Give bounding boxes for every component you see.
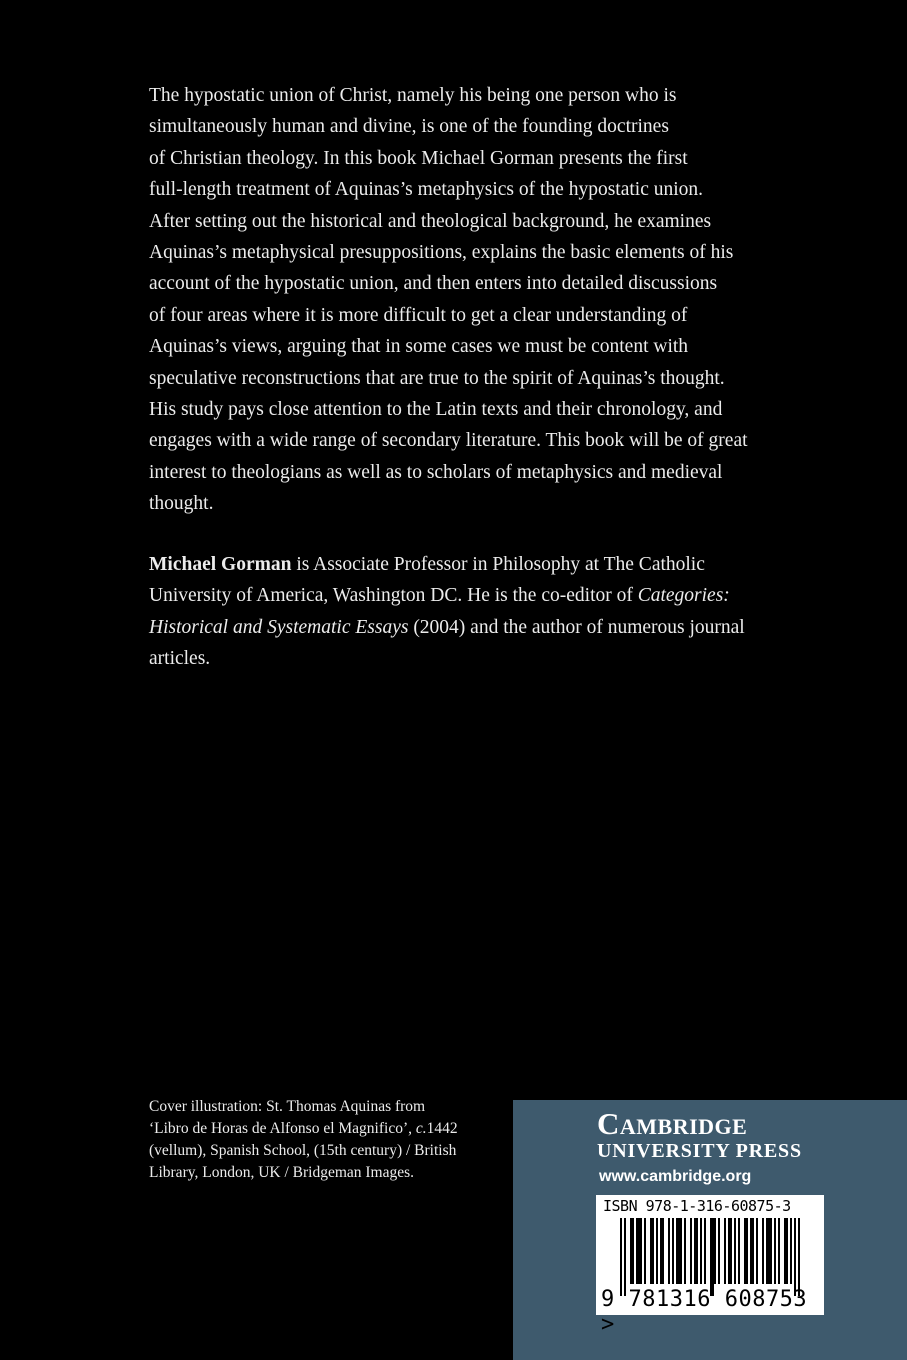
barcode-bar <box>672 1218 674 1284</box>
barcode-bars <box>620 1218 800 1296</box>
barcode-bar <box>678 1218 680 1284</box>
description-line: simultaneously human and divine, is one of the founding doctrines <box>149 116 669 138</box>
barcode-bar <box>630 1218 632 1284</box>
description-line: speculative reconstructions that are true to the spirit of Aquinas’s thought. <box>149 367 725 389</box>
description-line: of Christian theology. In this book Michael Gorman presents the first <box>149 147 688 169</box>
barcode-bar <box>766 1218 768 1284</box>
barcode-bar <box>774 1218 776 1284</box>
barcode-bar <box>744 1218 746 1284</box>
caption-text: ‘Libro de Horas de Alfonso el Magnifico’, <box>149 1120 416 1137</box>
description-line: His study pays close attention to the Latin texts and their chronology, and <box>149 399 723 421</box>
barcode-bar <box>636 1218 638 1284</box>
barcode-bar <box>724 1218 726 1284</box>
description-line: The hypostatic union of Christ, namely his being one person who is <box>149 85 677 106</box>
description-line: account of the hypostatic union, and then enters into detailed discussions <box>149 273 718 295</box>
isbn-label: ISBN 978-1-316-60875-3 <box>603 1197 791 1215</box>
publisher-panel <box>513 1100 907 1360</box>
barcode-bar <box>762 1218 764 1284</box>
publisher-logo: Cambridge <box>597 1106 748 1141</box>
book-description <box>149 80 869 520</box>
barcode-bar <box>770 1218 772 1284</box>
barcode-bar <box>632 1218 634 1284</box>
barcode-bar <box>620 1218 622 1296</box>
barcode-bar <box>778 1218 780 1284</box>
publisher-url: www.cambridge.org <box>599 1168 752 1185</box>
barcode-bar <box>684 1218 686 1284</box>
barcode-bar <box>624 1218 626 1296</box>
caption-line: Library, London, UK / Bridgeman Images. <box>149 1164 415 1181</box>
book-title: Categories: <box>637 585 730 607</box>
barcode-bar <box>714 1218 716 1284</box>
barcode-bar <box>794 1218 796 1296</box>
barcode-bar <box>660 1218 662 1284</box>
description-line: Aquinas’s metaphysical presuppositions, explains the basic elements of his <box>149 242 734 264</box>
barcode-bar <box>650 1218 652 1284</box>
bio-text: is Associate Professor in Philosophy at The Catholic <box>291 554 705 575</box>
barcode-bar <box>786 1218 788 1284</box>
barcode-bar <box>676 1218 678 1284</box>
description-line: thought. <box>149 493 214 515</box>
caption-line: (vellum), Spanish School, (15th century) / British <box>149 1142 457 1159</box>
barcode-bar <box>656 1218 658 1284</box>
bio-text: (2004) and the author of numerous journal <box>408 616 745 638</box>
description-line: engages with a wide range of secondary literature. This book will be of great <box>149 430 748 452</box>
publisher-subname: UNIVERSITY PRESS <box>597 1140 802 1162</box>
barcode-bar <box>728 1218 730 1284</box>
barcode-bar <box>710 1218 712 1296</box>
barcode-bar <box>734 1218 736 1284</box>
isbn-barcode <box>596 1195 824 1337</box>
caption-text: c. <box>415 1120 427 1137</box>
barcode-bar <box>644 1218 646 1284</box>
barcode-bar <box>704 1218 706 1284</box>
barcode-bar <box>690 1218 692 1284</box>
cover-illustration-credit <box>149 1096 458 1184</box>
barcode-bar <box>718 1218 720 1284</box>
barcode-bar <box>662 1218 664 1284</box>
barcode-bar <box>768 1218 770 1284</box>
barcode-bar <box>790 1218 792 1284</box>
book-title: Historical and Systematic Essays <box>149 616 409 638</box>
barcode-bar <box>746 1218 748 1284</box>
barcode-bar <box>750 1218 752 1284</box>
author-bio <box>149 549 869 675</box>
bio-text: University of America, Washington DC. He is the co-editor of <box>149 585 638 607</box>
barcode-bar <box>640 1218 642 1284</box>
caption-line: Cover illustration: St. Thomas Aquinas from <box>149 1098 426 1115</box>
barcode-bar <box>730 1218 732 1284</box>
description-line: After setting out the historical and theological background, he examines <box>149 210 712 232</box>
barcode-bar <box>668 1218 670 1284</box>
barcode-bar <box>752 1218 754 1284</box>
caption-text: 1442 <box>426 1120 458 1137</box>
description-line: of four areas where it is more difficult to get a clear understanding of <box>149 304 688 326</box>
barcode-digits: 9 781316 608753 > <box>601 1287 808 1337</box>
barcode-bar <box>694 1218 696 1284</box>
barcode-bar <box>798 1218 800 1296</box>
barcode-bar <box>738 1218 740 1284</box>
author-name: Michael Gorman <box>149 554 292 575</box>
description-line: full-length treatment of Aquinas’s metaphysics of the hypostatic union. <box>149 179 704 201</box>
barcode-bar <box>756 1218 758 1284</box>
barcode-bar <box>784 1218 786 1284</box>
barcode-bar <box>712 1218 714 1296</box>
description-line: interest to theologians as well as to scholars of metaphysics and medieval <box>149 461 723 483</box>
barcode-bar <box>696 1218 698 1284</box>
barcode-bar <box>652 1218 654 1284</box>
barcode-bar <box>700 1218 702 1284</box>
bio-text: articles. <box>149 648 211 670</box>
barcode-bar <box>638 1218 640 1284</box>
barcode-bar <box>680 1218 682 1284</box>
description-line: Aquinas’s views, arguing that in some cases we must be content with <box>149 336 689 358</box>
